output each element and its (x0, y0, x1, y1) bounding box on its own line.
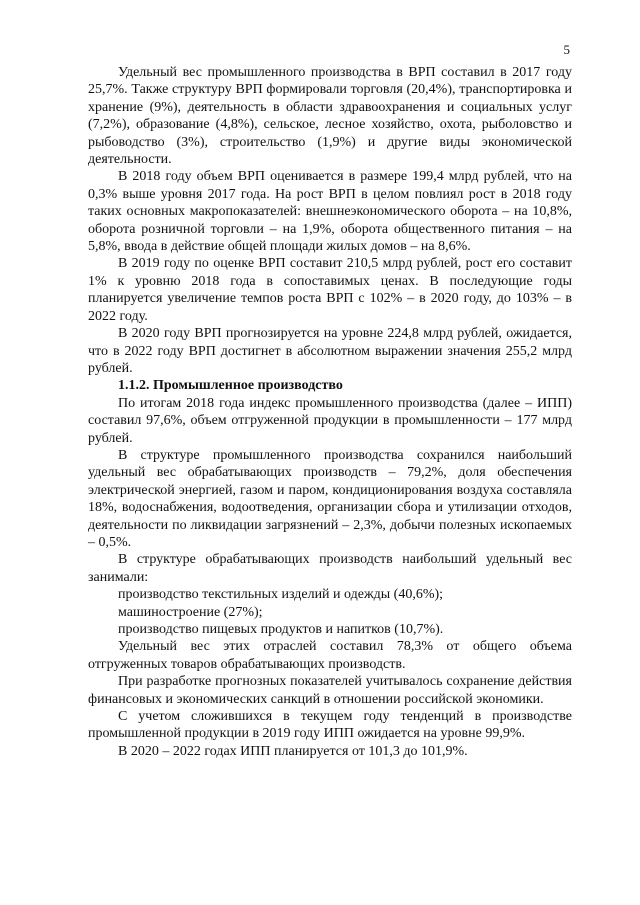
paragraph-ipp-2019: С учетом сложившихся в текущем году тенденций в производстве промышленной продукции в 2019 году ИПП ожидается на уровне 99,9%. (88, 709, 572, 742)
list-item: машиностроение (27%); (118, 604, 263, 620)
page-body (88, 64, 572, 760)
section-heading: 1.1.2. Промышленное производство (118, 378, 343, 394)
paragraph-industry-structure: В структуре промышленного производства сохранился наибольший удельный вес обрабатывающих производств – 79,2%, доля обеспечения электрической энергией, газом и паром, кондиционирования воздуха составляла 18%, водоснабжения, водоотведения, организации сбора и утилизации отходов, деятельности по ликвидации загрязнений – 2,3%, добычи полезных ископаемых – 0,5%. (88, 447, 572, 550)
paragraph-sanctions: При разработке прогнозных показателей учитывалось сохранение действия финансовых и экономических санкций в отношении российской экономики. (88, 674, 572, 707)
paragraph-vrp-2019: В 2019 году по оценке ВРП составит 210,5 млрд рублей, рост его составит 1% к уровню 2018 года в сопоставимых ценах. В последующие годы планируется увеличение темпов роста ВРП с 102% – в 2020 году, до 103% – в 2022 году. (88, 256, 572, 324)
list-item: производство текстильных изделий и одежды (40,6%); (118, 587, 444, 603)
paragraph-ipp-2020-2022: В 2020 – 2022 годах ИПП планируется от 101,3 до 101,9%. (118, 743, 468, 759)
list-item: производство пищевых продуктов и напитков (10,7%). (118, 622, 444, 637)
page-number: 5 (563, 42, 570, 57)
paragraph-ipp-2018: По итогам 2018 года индекс промышленного производства (далее – ИПП) составил 97,6%, объем отгруженной продукции в промышленности – 177 млрд рублей. (88, 395, 572, 446)
paragraph-vrp-2018: В 2018 году объем ВРП оценивается в размере 199,4 млрд рублей, что на 0,3% выше уровня 2017 года. На рост ВРП в целом повлиял рост в 2018 году таких основных макропоказателей: внешнеэкономического оборота – на 10,8%, оборота розничной торговли – на 1,9%, оборота общественного питания – на 5,8%, ввода в действие общей площади жилых домов – на 8,6%. (88, 169, 572, 255)
paragraph-manufacturing-intro: В структуре обрабатывающих производств наибольший удельный вес занимали: (88, 552, 572, 585)
paragraph-vrp-2020-2022: В 2020 году ВРП прогнозируется на уровне 224,8 млрд рублей, ожидается, что в 2022 году ВРП достигнет в абсолютном выражении значения 255,2 млрд рублей. (88, 326, 572, 376)
paragraph-vrp-structure-2017: Удельный вес промышленного производства в ВРП составил в 2017 году 25,7%. Также структуру ВРП формировали торговля (20,4%), транспортировка и хранение (9%), деятельность в области здравоохранения и социальных услуг (7,2%), образование (4,8%), сельское, лесное хозяйство, охота, рыболовство и рыбоводство (3%), строительство (1,9%) и другие виды экономической деятельности. (88, 65, 572, 168)
paragraph-sectors-share: Удельный вес этих отраслей составил 78,3% от общего объема отгруженных товаров обрабатывающих производств. (88, 639, 572, 672)
